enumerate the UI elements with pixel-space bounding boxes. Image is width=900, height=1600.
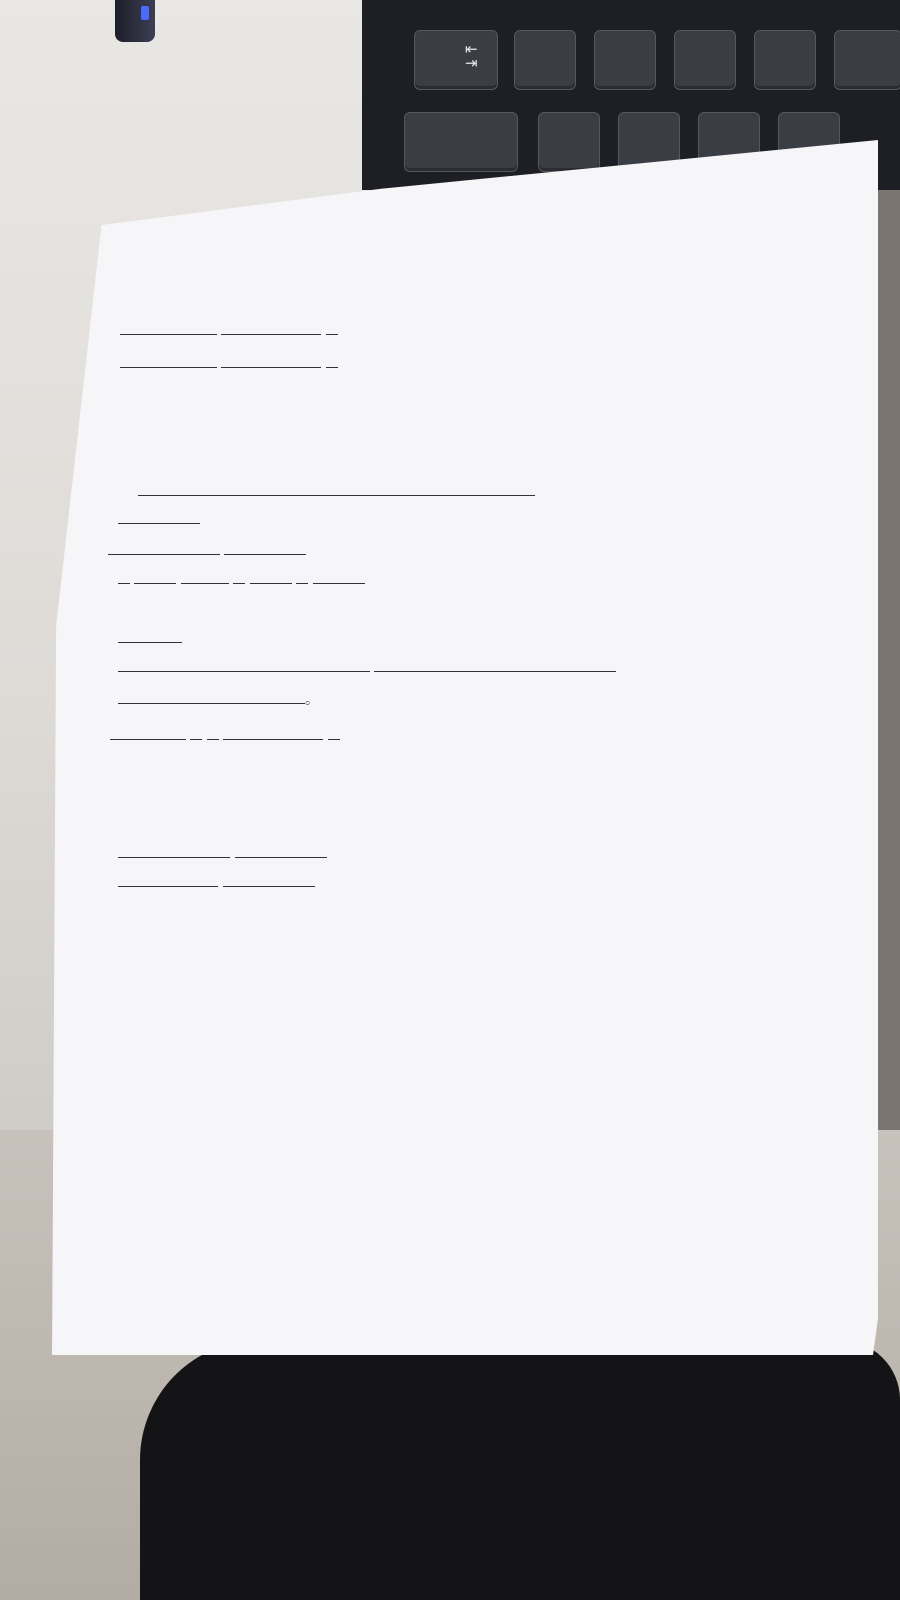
clause-4-line-3 bbox=[118, 875, 315, 891]
clause-2-line-2 bbox=[118, 572, 365, 588]
key-t bbox=[834, 30, 900, 90]
lease-start-day bbox=[181, 583, 229, 584]
usb-cable bbox=[115, 0, 155, 42]
lease-start-year bbox=[118, 583, 130, 584]
monthly-rent-words bbox=[108, 554, 220, 555]
lessee-name bbox=[120, 367, 217, 368]
key-tab: ⇤ ⇥ bbox=[414, 30, 498, 90]
monthly-rent-amount bbox=[224, 554, 306, 555]
deposit-words bbox=[223, 739, 323, 740]
lessor-line bbox=[120, 323, 338, 339]
deposit-day bbox=[207, 739, 219, 740]
key-a bbox=[538, 112, 600, 172]
clause-2-line-4 bbox=[118, 631, 182, 647]
lessor-name bbox=[120, 334, 217, 335]
key-caps-lock bbox=[404, 112, 518, 172]
lease-end-year bbox=[233, 583, 245, 584]
lessee-fee-amount bbox=[223, 886, 315, 887]
lessee-fee-words bbox=[118, 886, 218, 887]
clause-2-line-5 bbox=[118, 660, 616, 676]
payment-day bbox=[118, 642, 182, 643]
account-number-blank bbox=[118, 671, 370, 672]
lease-end-day bbox=[296, 583, 308, 584]
period: 。 bbox=[305, 692, 319, 708]
clause-4-line-2 bbox=[118, 846, 327, 862]
bank-blank bbox=[374, 671, 616, 672]
floor-area bbox=[118, 523, 200, 524]
key-e bbox=[674, 30, 736, 90]
lessor-id-number bbox=[326, 334, 338, 335]
dark-fabric bbox=[140, 1340, 900, 1600]
lease-months bbox=[313, 583, 365, 584]
lessee-id-number bbox=[326, 367, 338, 368]
lessor-fee-words bbox=[118, 857, 230, 858]
clause-2-line-1 bbox=[108, 543, 306, 559]
lease-start-month bbox=[134, 583, 176, 584]
key-w bbox=[594, 30, 656, 90]
lessor-fee-amount bbox=[235, 857, 327, 858]
clause-1-line-2 bbox=[118, 512, 200, 528]
deposit-year bbox=[110, 739, 186, 740]
deposit-month bbox=[190, 739, 202, 740]
key-r bbox=[754, 30, 816, 90]
clause-2-line-6 bbox=[118, 689, 319, 709]
deposit-amount bbox=[328, 739, 340, 740]
key-q bbox=[514, 30, 576, 90]
lease-end-month bbox=[250, 583, 292, 584]
property-address bbox=[138, 495, 535, 496]
lessor-id-type bbox=[221, 334, 321, 335]
account-name-blank bbox=[118, 703, 305, 704]
clause-1-line-1 bbox=[138, 484, 535, 500]
clause-3-line-1 bbox=[110, 728, 340, 744]
lessee-id-type bbox=[221, 367, 321, 368]
lessee-line bbox=[120, 356, 338, 372]
